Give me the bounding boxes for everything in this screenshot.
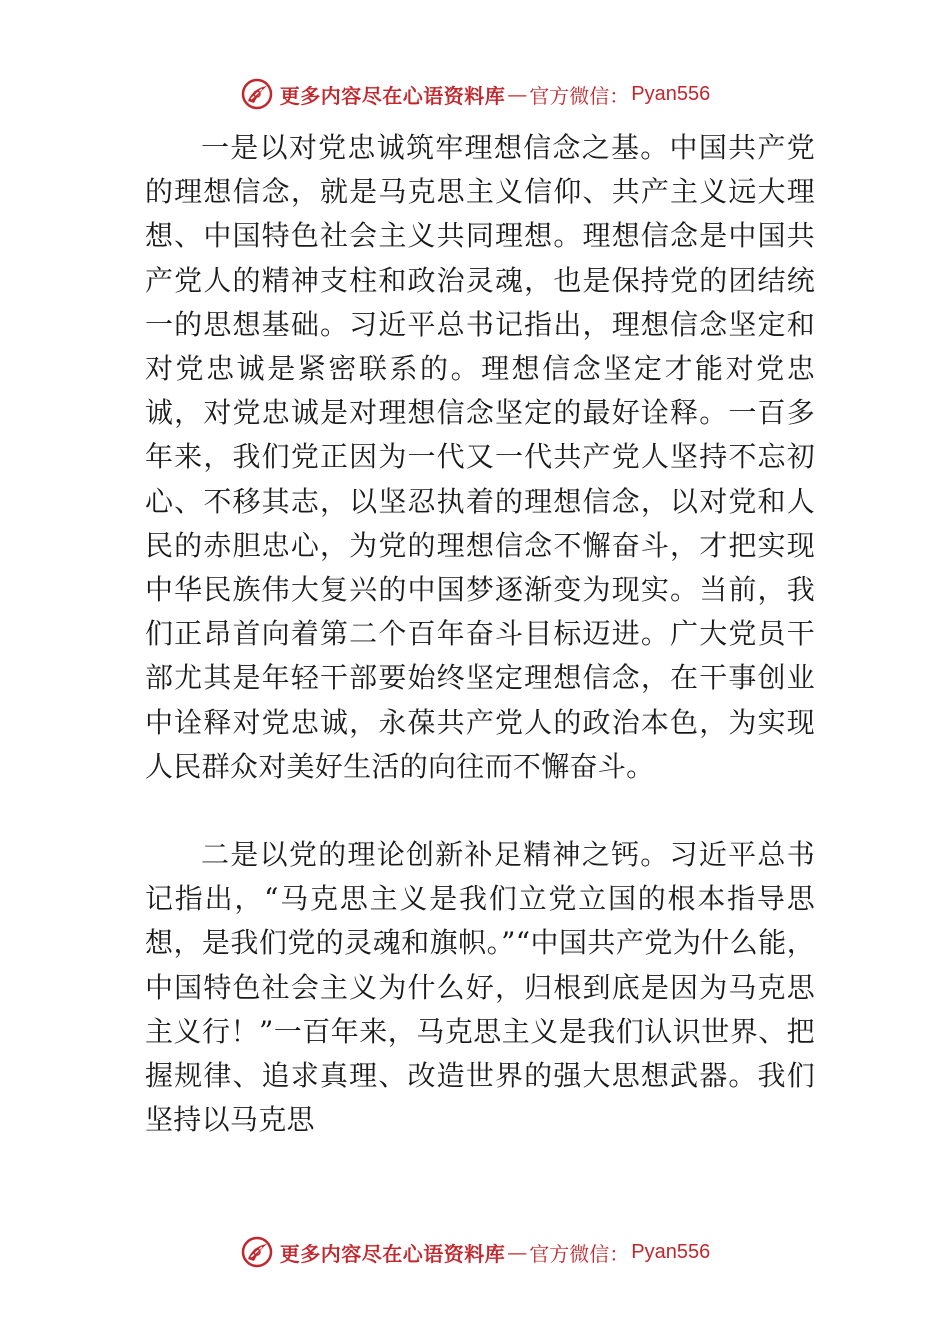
paragraph-1: 一是以对党忠诚筑牢理想信念之基。中国共产党的理想信念，就是马克思主义信仰、共产主义远大理想、中国特色社会主义共同理想。理想信念是中国共产党人的精神支柱和政治灵魂，也是保持党的团结统一的思想基础。习近平总书记指出，理想信念坚定和对党忠诚是紧密联系的。理想信念坚定才能对党忠诚，对党忠诚是对理想信念坚定的最好诠释。一百多年来，我们党正因为一代又一代共产党人坚持不忘初心、不移其志，以坚忍执着的理想信念，以对党和人民的赤胆忠心，为党的理想信念不懈奋斗，才把实现中华民族伟大复兴的中国梦逐渐变为现实。当前，我们正昂首向着第二个百年奋斗目标迈进。广大党员干部尤其是年轻干部要始终坚定理想信念，在干事创业中诠释对党忠诚，永葆共产党人的政治本色，为实现人民群众对美好生活的向往而不懈奋斗。	[145, 131, 815, 783]
watermark-separator: —	[507, 82, 528, 106]
watermark-footer	[0, 1232, 950, 1272]
watermark-brand: 更多内容尽在心语资料库	[279, 83, 506, 108]
watermark-wechat-id: Pyan556	[631, 1240, 711, 1263]
watermark-separator: —	[507, 1240, 528, 1264]
watermark-wechat-id: Pyan556	[631, 82, 711, 105]
watermark-brand: 更多内容尽在心语资料库	[279, 1241, 506, 1266]
watermark-wechat-label: 官方微信：	[529, 1241, 630, 1266]
document-body	[145, 126, 815, 1142]
watermark-header	[0, 74, 950, 114]
paragraph-2: 二是以党的理论创新补足精神之钙。习近平总书记指出，“马克思主义是我们立党立国的根本指导思想，是我们党的灵魂和旗帜。”“中国共产党为什么能，中国特色社会主义为什么好，归根到底是因为马克思主义行！”一百年来，马克思主义是我们认识世界、把握规律、追求真理、改造世界的强大思想武器。我们坚持以马克思	[145, 838, 815, 1137]
red-swirl-logo-icon	[240, 1235, 274, 1269]
red-swirl-logo-icon	[240, 77, 274, 111]
watermark-wechat-label: 官方微信：	[529, 83, 630, 108]
